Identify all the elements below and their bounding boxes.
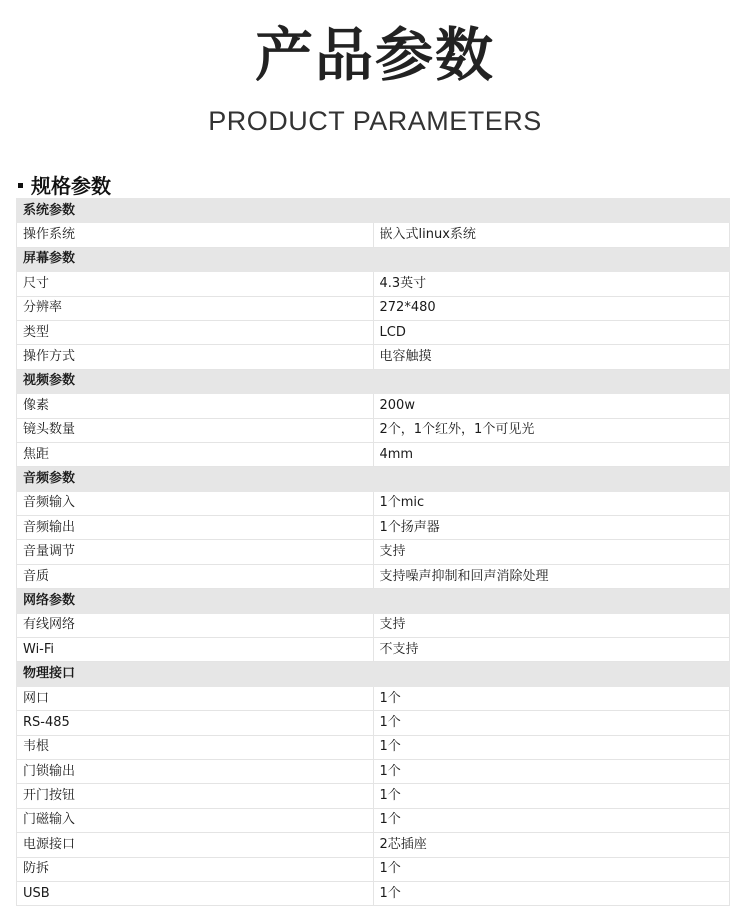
- param-value-cell: 1个: [373, 808, 730, 832]
- param-name-cell: 韦根: [17, 735, 374, 759]
- param-value-cell: 1个: [373, 711, 730, 735]
- param-value-cell: 1个: [373, 686, 730, 710]
- param-value-cell: 支持: [373, 613, 730, 637]
- table-row: [17, 686, 730, 710]
- table-row: [17, 857, 730, 881]
- table-row: [17, 442, 730, 466]
- param-value-cell: 支持: [373, 540, 730, 564]
- table-row: [17, 223, 730, 247]
- table-row: [17, 296, 730, 320]
- param-value-cell: 支持噪声抑制和回声消除处理: [373, 564, 730, 588]
- param-name-cell: Wi-Fi: [17, 638, 374, 662]
- table-row: [17, 272, 730, 296]
- param-name-cell: 操作系统: [17, 223, 374, 247]
- param-value-cell: 1个: [373, 735, 730, 759]
- table-row: [17, 491, 730, 515]
- param-name-cell: 门磁输入: [17, 808, 374, 832]
- param-name-cell: 分辨率: [17, 296, 374, 320]
- table-row: [17, 394, 730, 418]
- table-row: [17, 540, 730, 564]
- param-name-cell: 音频输入: [17, 491, 374, 515]
- param-name-cell: RS-485: [17, 711, 374, 735]
- group-header-label: 音频参数: [17, 467, 730, 491]
- param-value-cell: 272*480: [373, 296, 730, 320]
- group-header-label: 系统参数: [17, 199, 730, 223]
- bullet-icon: [18, 183, 23, 188]
- table-row: [17, 345, 730, 369]
- table-row: [17, 808, 730, 832]
- group-header-row: [17, 467, 730, 491]
- param-value-cell: 1个: [373, 881, 730, 905]
- param-value-cell: 4.3英寸: [373, 272, 730, 296]
- param-value-cell: 1个: [373, 759, 730, 783]
- group-header-row: [17, 247, 730, 271]
- param-name-cell: 音质: [17, 564, 374, 588]
- page-subtitle: PRODUCT PARAMETERS: [208, 106, 542, 136]
- param-name-cell: 焦距: [17, 442, 374, 466]
- param-name-cell: USB: [17, 881, 374, 905]
- param-name-cell: 操作方式: [17, 345, 374, 369]
- param-value-cell: LCD: [373, 320, 730, 344]
- param-value-cell: 1个: [373, 857, 730, 881]
- page-title: 产品参数: [254, 21, 495, 89]
- param-name-cell: 防拆: [17, 857, 374, 881]
- param-name-cell: 尺寸: [17, 272, 374, 296]
- table-row: [17, 735, 730, 759]
- section-heading: [18, 170, 111, 198]
- param-name-cell: 门锁输出: [17, 759, 374, 783]
- table-row: [17, 638, 730, 662]
- table-row: [17, 516, 730, 540]
- param-name-cell: 有线网络: [17, 613, 374, 637]
- param-value-cell: 2芯插座: [373, 833, 730, 857]
- group-header-label: 屏幕参数: [17, 247, 730, 271]
- param-value-cell: 1个扬声器: [373, 516, 730, 540]
- group-header-row: [17, 662, 730, 686]
- param-name-cell: 镜头数量: [17, 418, 374, 442]
- group-header-label: 视频参数: [17, 369, 730, 393]
- param-value-cell: 200w: [373, 394, 730, 418]
- param-name-cell: 音频输出: [17, 516, 374, 540]
- table-row: [17, 418, 730, 442]
- param-value-cell: 电容触摸: [373, 345, 730, 369]
- table-row: [17, 613, 730, 637]
- section-heading-label: 规格参数: [31, 173, 111, 198]
- table-row: [17, 784, 730, 808]
- group-header-label: 物理接口: [17, 662, 730, 686]
- table-row: [17, 759, 730, 783]
- table-row: [17, 564, 730, 588]
- param-value-cell: 2个，1个红外，1个可见光: [373, 418, 730, 442]
- param-name-cell: 类型: [17, 320, 374, 344]
- table-row: [17, 833, 730, 857]
- param-value-cell: 嵌入式linux系统: [373, 223, 730, 247]
- param-value-cell: 1个: [373, 784, 730, 808]
- table-row: [17, 320, 730, 344]
- param-name-cell: 像素: [17, 394, 374, 418]
- group-header-row: [17, 369, 730, 393]
- group-header-row: [17, 199, 730, 223]
- param-name-cell: 电源接口: [17, 833, 374, 857]
- param-name-cell: 音量调节: [17, 540, 374, 564]
- param-value-cell: 1个mic: [373, 491, 730, 515]
- param-name-cell: 开门按钮: [17, 784, 374, 808]
- group-header-label: 网络参数: [17, 589, 730, 613]
- table-row: [17, 711, 730, 735]
- spec-table: [16, 198, 730, 906]
- param-value-cell: 不支持: [373, 638, 730, 662]
- table-row: [17, 881, 730, 905]
- param-value-cell: 4mm: [373, 442, 730, 466]
- group-header-row: [17, 589, 730, 613]
- param-name-cell: 网口: [17, 686, 374, 710]
